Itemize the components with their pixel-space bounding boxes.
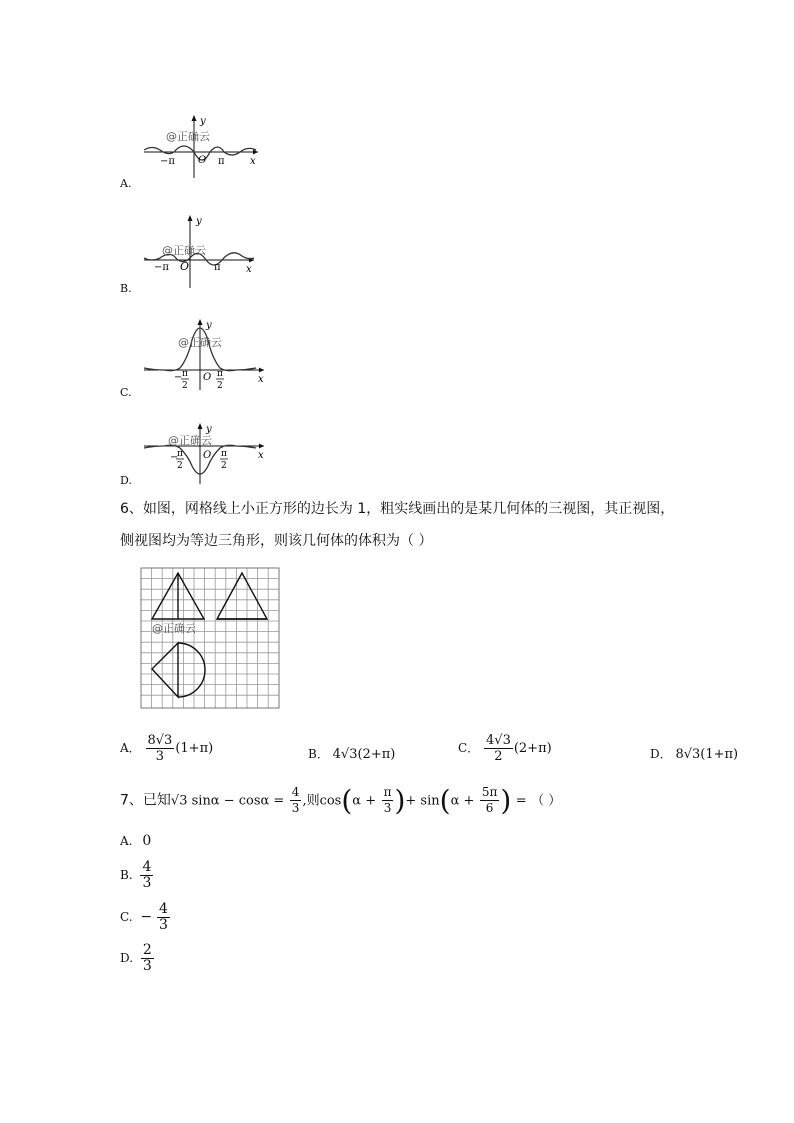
fraction-numerator: 4√3 (486, 733, 511, 748)
answer-label: B． (308, 747, 329, 761)
svg-text:2: 2 (177, 461, 183, 471)
paren-close: ) (394, 784, 406, 817)
fraction (157, 902, 170, 933)
q7-alpha-plus: α + (450, 793, 475, 809)
svg-text:π: π (221, 449, 227, 459)
svg-text:2: 2 (182, 381, 188, 391)
svg-text:@正确云: @正确云 (178, 336, 222, 349)
fraction-numerator: 4 (158, 901, 168, 917)
q6-answer-d (650, 745, 738, 762)
answer-label: D． (650, 747, 672, 761)
q5-graph-b (140, 212, 262, 290)
answer-text: 8√3(1+π) (675, 747, 739, 762)
fraction-denominator: 6 (485, 801, 494, 815)
fraction (480, 785, 500, 816)
answer-text: 0 (142, 833, 152, 849)
fraction (140, 860, 153, 891)
q6-stem-line2: 侧视图均为等边三角形，则该几何体的体积为（ ） (120, 533, 433, 549)
answer-label: C. (120, 910, 133, 924)
q6-answer-a (120, 733, 213, 764)
fraction (382, 785, 394, 816)
fraction-denominator: 3 (155, 749, 165, 764)
svg-text:2: 2 (217, 381, 223, 391)
fraction-numerator: 8√3 (147, 733, 173, 748)
q5-option-a-label: A. (120, 177, 132, 190)
fraction-denominator: 3 (142, 958, 152, 974)
fraction (484, 733, 513, 764)
answer-label: B. (120, 868, 133, 882)
answer-tail: (2+π) (513, 741, 552, 756)
fraction-numerator: 4 (142, 859, 152, 875)
svg-text:y: y (200, 116, 206, 127)
svg-text:x: x (250, 156, 256, 167)
svg-text:π: π (214, 262, 221, 273)
svg-text:y: y (206, 320, 212, 331)
svg-text:O: O (203, 450, 212, 461)
q7-answer-d (120, 943, 155, 974)
svg-text:−π: −π (154, 262, 169, 273)
fraction-denominator: 2 (494, 749, 503, 764)
svg-text:π: π (182, 369, 188, 379)
q7-answer-blank: （ ） (531, 793, 562, 809)
svg-text:x: x (246, 264, 252, 275)
q7-alpha-plus: α + (352, 793, 377, 809)
fraction (290, 785, 302, 816)
answer-label: A. (120, 834, 133, 848)
q7-cos: ,则cos (302, 793, 342, 809)
svg-text:O: O (203, 372, 212, 383)
answer-tail: (1+π) (175, 741, 214, 756)
svg-text:−: − (174, 372, 183, 383)
svg-text:2: 2 (221, 461, 227, 471)
svg-text:π: π (217, 369, 223, 379)
paren-open: ( (439, 784, 451, 817)
fraction-denominator: 3 (142, 875, 152, 891)
paren-close: ) (500, 784, 512, 817)
fraction (141, 943, 154, 974)
svg-text:@正确云: @正确云 (166, 130, 210, 143)
q5-graph-c (140, 318, 268, 392)
q6-stem-line1: 6、如图，网格线上小正方形的边长为 1，粗实线画出的是某几何体的三视图，其正视图， (120, 501, 675, 517)
answer-label: A． (120, 741, 141, 755)
svg-text:−π: −π (160, 156, 175, 167)
svg-text:x: x (258, 374, 264, 385)
q7-answer-c (120, 902, 171, 933)
q5-option-b-label: B. (120, 282, 132, 295)
fraction-numerator: 2 (142, 942, 152, 958)
answer-label: D. (120, 951, 134, 965)
q5-graph-d (140, 422, 268, 486)
q6-three-view-figure (140, 567, 282, 711)
q7-answer-b (120, 860, 154, 891)
q6-answer-b (308, 745, 395, 762)
svg-text:@正确云: @正确云 (162, 244, 206, 257)
answer-text: 4√3(2+π) (332, 747, 396, 762)
q6-answer-c (458, 733, 552, 764)
svg-text:@正确云: @正确云 (168, 434, 212, 447)
q7-stem (120, 784, 561, 817)
fraction-numerator: 4 (291, 785, 300, 799)
q7-equals: = (515, 793, 527, 809)
svg-text:x: x (258, 450, 264, 461)
svg-text:−: − (170, 452, 179, 463)
q7-expression: √3 sinα − cosα = (170, 793, 285, 809)
q7-plus-sin: + sin (405, 793, 440, 809)
answer-label: C． (458, 741, 480, 755)
fraction-numerator: π (383, 785, 392, 799)
fraction-denominator: 3 (383, 801, 392, 815)
svg-text:π: π (177, 449, 183, 459)
svg-text:@正确云: @正确云 (152, 622, 196, 635)
q5-option-d-label: D. (120, 474, 132, 487)
q5-option-c-label: C. (120, 386, 132, 399)
fraction (146, 733, 175, 764)
answer-sign: − (140, 909, 153, 925)
fraction-denominator: 3 (158, 917, 168, 933)
q7-prefix: 7、已知 (120, 792, 171, 809)
fraction-denominator: 3 (291, 801, 300, 815)
svg-text:y: y (196, 216, 202, 227)
q5-graph-a (140, 112, 262, 182)
svg-text:O: O (180, 260, 190, 273)
fraction-numerator: 5π (481, 785, 498, 799)
svg-text:π: π (218, 156, 225, 167)
paren-open: ( (341, 784, 353, 817)
svg-text:y: y (206, 424, 212, 435)
q7-answer-a (120, 833, 151, 849)
svg-text:O: O (198, 155, 207, 166)
